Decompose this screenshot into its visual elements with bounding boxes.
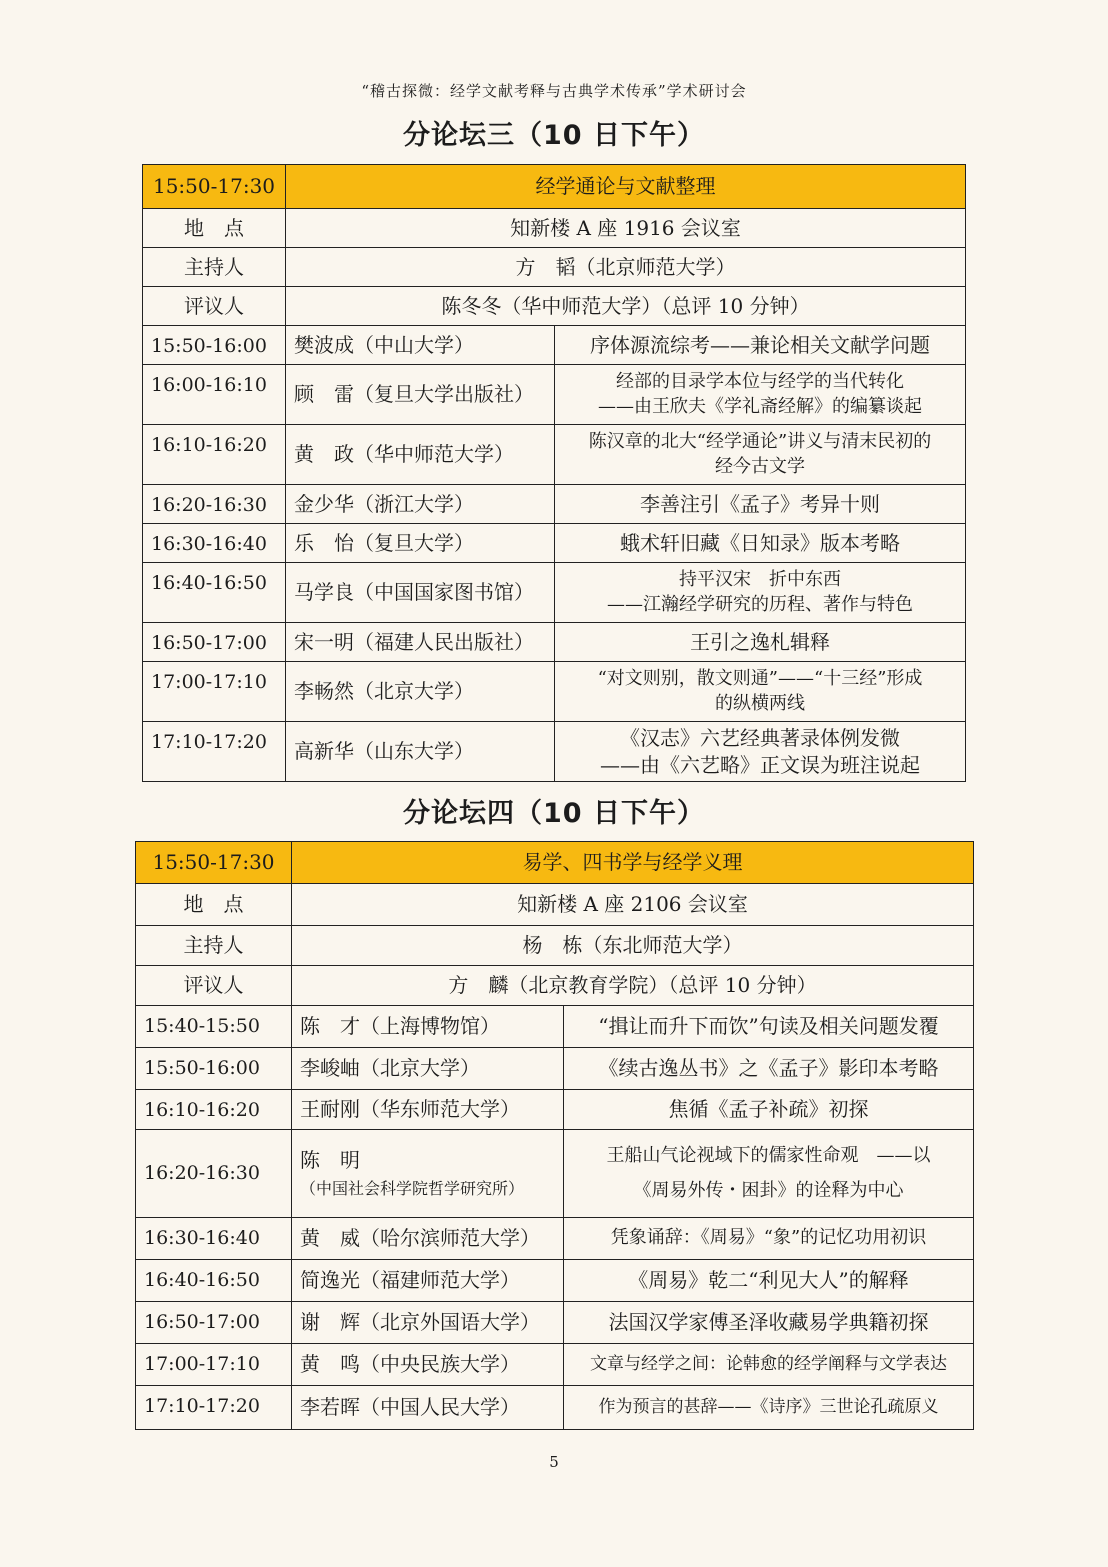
session-speaker: 高新华（山东大学）: [286, 722, 555, 782]
forum4-host: 杨 栋（东北师范大学）: [292, 926, 974, 966]
table-row: [143, 524, 966, 563]
session-topic: 《周易》乾二“利见大人”的解释: [564, 1260, 974, 1302]
forum3-time-range: 15:50-17:30: [143, 165, 286, 209]
conference-header: “稽古探微：经学文献考释与古典学术传承”学术研讨会: [361, 82, 747, 100]
table-row: [136, 1302, 974, 1344]
session-time: 17:00-17:10: [143, 662, 286, 722]
session-time: 16:10-16:20: [143, 425, 286, 485]
session-time: 16:00-16:10: [143, 365, 286, 425]
forum3-schedule-table: [142, 164, 966, 782]
forum3-location-label: 地 点: [143, 209, 286, 248]
session-topic: 经部的目录学本位与经学的当代转化 ——由王欣夫《学礼斋经解》的编纂谈起: [555, 365, 966, 425]
table-row: [143, 365, 966, 425]
session-time: 16:30-16:40: [143, 524, 286, 563]
forum4-host-row: [136, 926, 974, 966]
session-time: 17:10-17:20: [136, 1386, 292, 1430]
session-topic: 王船山气论视域下的儒家性命观 ——以 《周易外传・困卦》的诠释为中心: [564, 1130, 974, 1218]
forum4-schedule-table: [135, 841, 974, 1430]
table-row: [136, 1386, 974, 1430]
session-topic: 序体源流综考——兼论相关文献学问题: [555, 326, 966, 365]
forum4-location: 知新楼 A 座 2106 会议室: [292, 884, 974, 926]
session-time: 16:50-17:00: [136, 1302, 292, 1344]
table-row: [143, 425, 966, 485]
forum4-theme: 易学、四书学与经学义理: [292, 842, 974, 884]
forum4-reviewer-row: [136, 966, 974, 1006]
session-time: 15:50-16:00: [143, 326, 286, 365]
session-time: 16:30-16:40: [136, 1218, 292, 1260]
session-speaker: 李若晖（中国人民大学）: [292, 1386, 564, 1430]
table-row: [143, 485, 966, 524]
session-topic: 蛾术轩旧藏《日知录》版本考略: [555, 524, 966, 563]
session-time: 16:50-17:00: [143, 623, 286, 662]
table-row: [143, 326, 966, 365]
table-row: [143, 722, 966, 782]
forum3-location-row: [143, 209, 966, 248]
session-topic: 王引之逸札辑释: [555, 623, 966, 662]
session-speaker: 谢 辉（北京外国语大学）: [292, 1302, 564, 1344]
table-row: [136, 1090, 974, 1130]
table-row: [136, 1048, 974, 1090]
session-speaker: 黄 鸣（中央民族大学）: [292, 1344, 564, 1386]
session-speaker: 乐 怡（复旦大学）: [286, 524, 555, 563]
session-topic: 焦循《孟子补疏》初探: [564, 1090, 974, 1130]
session-topic: “对文则别，散文则通”——“十三经”形成 的纵横两线: [555, 662, 966, 722]
forum3-host-label: 主持人: [143, 248, 286, 287]
session-speaker: 李畅然（北京大学）: [286, 662, 555, 722]
session-topic: 作为预言的甚辞——《诗序》三世论孔疏原义: [564, 1386, 974, 1430]
session-topic: 文章与经学之间：论韩愈的经学阐释与文学表达: [564, 1344, 974, 1386]
forum3-title: 分论坛三（10 日下午）: [403, 120, 705, 151]
forum4-header-row: [136, 842, 974, 884]
forum3-host-row: [143, 248, 966, 287]
session-time: 16:20-16:30: [143, 485, 286, 524]
forum4-title: 分论坛四（10 日下午）: [403, 798, 705, 829]
forum4-reviewer: 方 麟（北京教育学院）（总评 10 分钟）: [292, 966, 974, 1006]
table-row: [143, 563, 966, 623]
table-row: [143, 623, 966, 662]
forum3-host: 方 韬（北京师范大学）: [286, 248, 966, 287]
session-speaker: 陈 才（上海博物馆）: [292, 1006, 564, 1048]
forum4-reviewer-label: 评议人: [136, 966, 292, 1006]
forum3-header-row: [143, 165, 966, 209]
session-speaker: 简逸光（福建师范大学）: [292, 1260, 564, 1302]
table-row: [143, 662, 966, 722]
session-time: 17:00-17:10: [136, 1344, 292, 1386]
session-speaker: 李峻岫（北京大学）: [292, 1048, 564, 1090]
forum4-time-range: 15:50-17:30: [136, 842, 292, 884]
forum4-host-label: 主持人: [136, 926, 292, 966]
session-time: 16:10-16:20: [136, 1090, 292, 1130]
session-speaker: 金少华（浙江大学）: [286, 485, 555, 524]
session-time: 16:20-16:30: [136, 1130, 292, 1218]
session-topic: 陈汉章的北大“经学通论”讲义与清末民初的 经今古文学: [555, 425, 966, 485]
session-speaker: 陈 明 （中国社会科学院哲学研究所）: [292, 1130, 564, 1218]
forum3-location: 知新楼 A 座 1916 会议室: [286, 209, 966, 248]
session-speaker: 黄 政（华中师范大学）: [286, 425, 555, 485]
session-time: 17:10-17:20: [143, 722, 286, 782]
session-time: 16:40-16:50: [136, 1260, 292, 1302]
session-speaker: 樊波成（中山大学）: [286, 326, 555, 365]
session-topic: 凭象诵辞：《周易》“象”的记忆功用初识: [564, 1218, 974, 1260]
session-time: 16:40-16:50: [143, 563, 286, 623]
session-time: 15:50-16:00: [136, 1048, 292, 1090]
session-speaker: 顾 雷（复旦大学出版社）: [286, 365, 555, 425]
session-topic: 《续古逸丛书》之《孟子》影印本考略: [564, 1048, 974, 1090]
forum4-location-label: 地 点: [136, 884, 292, 926]
forum3-reviewer-label: 评议人: [143, 287, 286, 326]
table-row: [136, 1130, 974, 1218]
forum3-theme: 经学通论与文献整理: [286, 165, 966, 209]
session-speaker: 王耐刚（华东师范大学）: [292, 1090, 564, 1130]
session-topic: 法国汉学家傅圣泽收藏易学典籍初探: [564, 1302, 974, 1344]
session-speaker: 黄 威（哈尔滨师范大学）: [292, 1218, 564, 1260]
table-row: [136, 1260, 974, 1302]
session-topic: 《汉志》六艺经典著录体例发微 ——由《六艺略》正文误为班注说起: [555, 722, 966, 782]
table-row: [136, 1344, 974, 1386]
session-topic: 持平汉宋 折中东西 ——江瀚经学研究的历程、著作与特色: [555, 563, 966, 623]
table-row: [136, 1218, 974, 1260]
forum3-reviewer: 陈冬冬（华中师范大学）（总评 10 分钟）: [286, 287, 966, 326]
table-row: [136, 1006, 974, 1048]
forum4-location-row: [136, 884, 974, 926]
session-time: 15:40-15:50: [136, 1006, 292, 1048]
session-topic: “揖让而升下而饮”句读及相关问题发覆: [564, 1006, 974, 1048]
page-number: 5: [549, 1453, 559, 1471]
forum3-reviewer-row: [143, 287, 966, 326]
session-speaker: 宋一明（福建人民出版社）: [286, 623, 555, 662]
session-speaker: 马学良（中国国家图书馆）: [286, 563, 555, 623]
session-topic: 李善注引《孟子》考异十则: [555, 485, 966, 524]
